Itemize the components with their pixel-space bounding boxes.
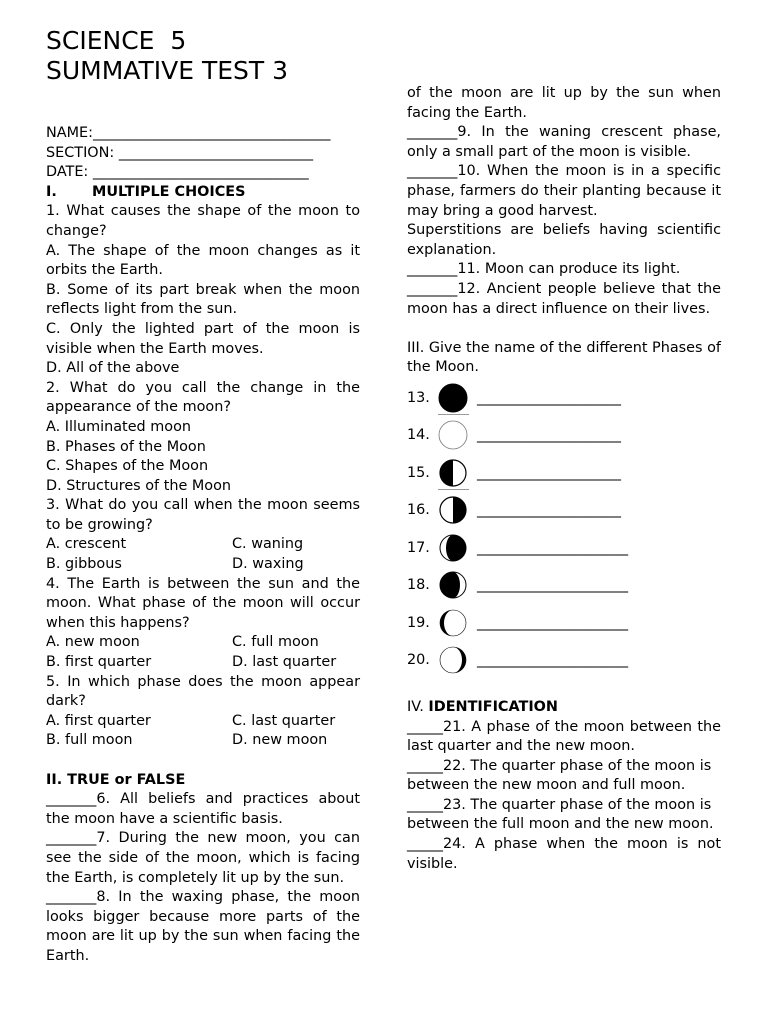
item-number: 20. [407,652,430,669]
question-7: _______7. During the new moon, you can see the side of the moon, which is facing the Earth, is completely lit up by the sun. [46,830,360,886]
question-5-options-row-1 [46,712,360,732]
question-3-option-c: C. waning [232,536,304,553]
right-column [407,84,721,874]
full-moon-icon [437,419,471,453]
question-23-line-1: _____23. The quarter phase of the moon is [407,796,712,813]
question-5-options-row-2 [46,731,360,751]
question-2-option-b: B. Phases of the Moon [46,438,206,455]
last-quarter-icon [437,457,471,491]
question-22-line-2: between the new moon and full moon. [407,777,686,794]
answer-blank[interactable]: _____________________ [477,614,629,631]
item-number: 17. [407,539,430,556]
moon-phase-list [407,380,721,680]
section-3-instruction: III. Give the name of the different Phases of the Moon. [407,339,721,376]
question-3-options-row-1 [46,535,360,555]
first-quarter-icon [437,494,471,528]
item-number: 13. [407,389,430,406]
question-12: _______12. Ancient people believe that the moon has a direct influence on their lives. [407,280,721,317]
question-4-option-b: B. first quarter [46,654,152,671]
question-23-line-2: between the full moon and the new moon. [407,816,714,833]
title-line-2: SUMMATIVE TEST 3 [46,56,289,85]
moon-phase-item [407,380,721,418]
answer-blank[interactable]: ____________________ [477,427,621,444]
question-4-option-d: D. last quarter [232,654,337,671]
question-4-option-a: A. new moon [46,634,140,651]
answer-blank[interactable]: ____________________ [477,502,621,519]
section-4-heading [407,698,721,718]
question-3-option-d: D. waxing [232,556,304,573]
moon-phase-item [407,642,721,680]
question-3-options-row-2 [46,555,360,575]
question-1-option-d: D. All of the above [46,360,180,377]
question-6: _______6. All beliefs and practices about the moon have a scientific basis. [46,791,360,827]
question-3-option-a: A. crescent [46,536,127,553]
question-8: _______8. In the waxing phase, the moon looks bigger because more parts of the moon are lit up by the sun when facing the Earth. [46,889,360,964]
superstitions-statement: Superstitions are beliefs having scientific explanation. [407,222,721,258]
question-1-option-c: C. Only the lighted part of the moon is visible when the Earth moves. [46,320,360,357]
question-21: _____21. A phase of the moon between the last quarter and the new moon. [407,718,721,755]
question-5-option-a: A. first quarter [46,712,151,729]
question-4-options-row-2 [46,653,360,673]
question-10: _______10. When the moon is in a specific phase, farmers do their planting because it may bring a good harvest. [407,163,721,219]
question-5-stem: 5. In which phase does the moon appear dark? [46,673,360,710]
page-title [46,26,288,86]
question-2-option-d: D. Structures of the Moon [46,477,232,494]
answer-blank[interactable]: ____________________ [477,464,621,481]
question-3-stem: 3. What do you call when the moon seems to be growing? [46,497,360,533]
section-2-heading: II. TRUE or FALSE [46,771,186,788]
question-5-option-c: C. last quarter [232,712,336,729]
question-8-continued: of the moon are lit up by the sun when facing the Earth. [407,85,721,121]
moon-phase-item [407,605,721,643]
waning-gibbous-icon [437,532,471,566]
item-number: 18. [407,577,430,594]
waning-crescent-icon [437,607,471,641]
item-number: 15. [407,464,430,481]
question-9: _______9. In the waning crescent phase, only a small part of the moon is visible. [407,124,721,160]
waxing-gibbous-icon [437,569,471,603]
moon-phase-item [407,492,721,530]
answer-blank[interactable]: _____________________ [477,652,629,669]
question-4-stem: 4. The Earth is between the sun and the moon. What phase of the moon will occur when this happens? [46,575,360,631]
answer-blank[interactable]: ____________________ [477,389,621,406]
question-1-option-b: B. Some of its part break when the moon reflects light from the sun. [46,281,360,318]
moon-phase-item [407,455,721,493]
left-column [46,124,360,964]
question-1-option-a: A. The shape of the moon changes as it orbits the Earth. [46,242,360,279]
answer-blank[interactable]: _____________________ [477,539,629,556]
section-1-heading [46,183,360,203]
date-field[interactable]: DATE: ______________________________ [46,164,309,181]
question-3-option-b: B. gibbous [46,556,122,573]
question-11: _______11. Moon can produce its light. [407,261,681,278]
moon-phase-item [407,417,721,455]
section-field[interactable]: SECTION: ___________________________ [46,144,314,161]
section-1-roman: I. [46,183,57,200]
question-4-option-c: C. full moon [232,634,319,651]
title-line-1: SCIENCE 5 [46,26,187,55]
moon-phase-item [407,567,721,605]
item-number: 16. [407,502,430,519]
section-1-title: MULTIPLE CHOICES [92,183,246,200]
question-5-option-b: B. full moon [46,732,133,749]
question-2-option-a: A. Illuminated moon [46,418,192,435]
question-24: _____24. A phase when the moon is not visible. [407,836,721,872]
section-4-roman: IV. [407,698,424,715]
question-22-line-1: _____22. The quarter phase of the moon is [407,757,712,774]
moon-phase-item [407,530,721,568]
answer-blank[interactable]: _____________________ [477,577,629,594]
item-number: 19. [407,614,430,631]
section-4-title: IDENTIFICATION [428,698,558,715]
name-field[interactable]: NAME:_________________________________ [46,125,331,141]
question-4-options-row-1 [46,633,360,653]
item-number: 14. [407,427,430,444]
question-1-stem: 1. What causes the shape of the moon to change? [46,203,360,239]
new-moon-icon [437,382,471,416]
question-2-stem: 2. What do you call the change in the appearance of the moon? [46,379,360,416]
waxing-crescent-icon [437,644,471,678]
question-2-option-c: C. Shapes of the Moon [46,458,209,475]
question-5-option-d: D. new moon [232,732,328,749]
